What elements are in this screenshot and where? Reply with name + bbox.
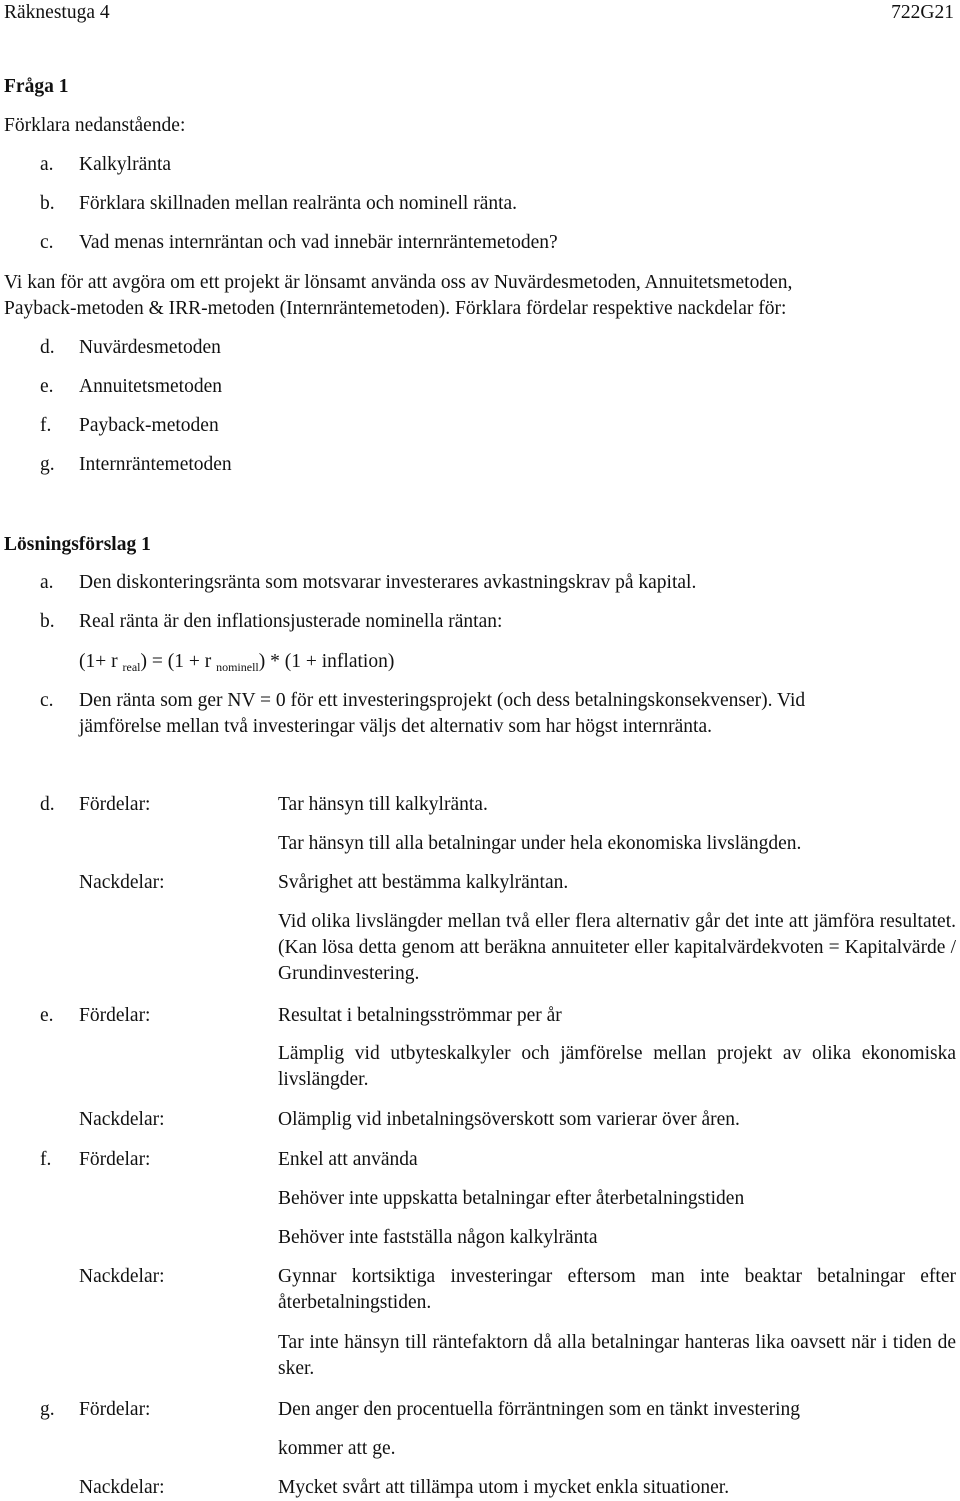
- cons-item: Olämplig vid inbetalningsöverskott som varierar över åren.: [278, 1109, 740, 1130]
- question-item-letter: b.: [40, 193, 55, 214]
- pros-item: Enkel att använda: [278, 1149, 418, 1170]
- method-letter: e.: [40, 376, 54, 397]
- question-paragraph-line: Payback-metoden & IRR-metoden (Internräntemetoden). Förklara fördelar respektive nackdelar för:: [4, 298, 787, 319]
- question-title: Fråga 1: [4, 76, 69, 97]
- cons-label: Nackdelar:: [79, 872, 165, 893]
- solution-b-letter: b.: [40, 611, 55, 632]
- method-text: Internräntemetoden: [79, 454, 232, 475]
- pros-item: Lämplig vid utbyteskalkyler och jämförelse mellan projekt av olika ekonomiska livslängder.: [278, 1043, 956, 1090]
- formula-part: (1+ r: [79, 651, 123, 672]
- cons-label: Nackdelar:: [79, 1109, 165, 1130]
- pros-item: Resultat i betalningsströmmar per år: [278, 1005, 562, 1026]
- cons-item: Mycket svårt att tillämpa utom i mycket enkla situationer.: [278, 1477, 730, 1498]
- method-letter: f.: [40, 415, 52, 436]
- pros-label: Fördelar:: [79, 794, 151, 815]
- formula-part: ) * (1 + inflation): [258, 651, 395, 672]
- cons-item: Tar inte hänsyn till räntefaktorn då alla betalningar hanteras lika oavsett när i tiden de sker.: [278, 1332, 956, 1379]
- formula-subscript: nominell: [216, 660, 259, 674]
- pros-item: Behöver inte fastställa någon kalkylränta: [278, 1227, 598, 1248]
- question-item-text: Kalkylränta: [79, 154, 172, 175]
- solution-f-letter: f.: [40, 1149, 52, 1170]
- question-item-text: Vad menas internräntan och vad innebär internräntemetoden?: [79, 232, 558, 253]
- solution-c-line: Den ränta som ger NV = 0 för ett investeringsprojekt (och dess betalningskonsekvenser). Vid: [79, 690, 806, 711]
- question-item-letter: c.: [40, 232, 54, 253]
- solution-title: Lösningsförslag 1: [4, 534, 151, 555]
- solution-a-text: Den diskonteringsränta som motsvarar investerares avkastningskrav på kapital.: [79, 572, 697, 593]
- cons-item: Gynnar kortsiktiga investeringar eftersom man inte beaktar betalningar efter återbetalningstiden.: [278, 1266, 956, 1313]
- question-intro: Förklara nedanstående:: [4, 115, 186, 136]
- formula: [79, 649, 394, 675]
- pros-label: Fördelar:: [79, 1399, 151, 1420]
- solution-e-letter: e.: [40, 1005, 54, 1026]
- method-text: Nuvärdesmetoden: [79, 337, 221, 358]
- pros-item: Behöver inte uppskatta betalningar efter återbetalningstiden: [278, 1188, 745, 1209]
- question-item-text: Förklara skillnaden mellan realränta och nominell ränta.: [79, 193, 518, 214]
- solution-g-letter: g.: [40, 1399, 55, 1420]
- solution-b-text: Real ränta är den inflationsjusterade nominella räntan:: [79, 611, 503, 632]
- formula-subscript: real: [122, 660, 141, 674]
- header-right: 722G21: [891, 2, 954, 23]
- solution-c-line: jämförelse mellan två investeringar väljs det alternativ som har högst internränta.: [79, 716, 712, 737]
- solution-d-letter: d.: [40, 794, 55, 815]
- pros-label: Fördelar:: [79, 1149, 151, 1170]
- pros-item: Tar hänsyn till alla betalningar under hela ekonomiska livslängden.: [278, 833, 802, 854]
- method-text: Payback-metoden: [79, 415, 219, 436]
- method-letter: d.: [40, 337, 55, 358]
- solution-a-letter: a.: [40, 572, 54, 593]
- method-letter: g.: [40, 454, 55, 475]
- pros-item: Tar hänsyn till kalkylränta.: [278, 794, 488, 815]
- cons-item: Vid olika livslängder mellan två eller flera alternativ går det inte att jämföra resultatet. (Kan lösa detta genom att beräkna annuiteter eller kapitalvärdekvoten = Kapitalvärde / Grundinvestering.: [278, 911, 956, 984]
- solution-c-letter: c.: [40, 690, 54, 711]
- pros-item: Den anger den procentuella förräntningen som en tänkt investering: [278, 1399, 800, 1420]
- header-left: Räknestuga 4: [4, 2, 110, 23]
- question-paragraph-line: Vi kan för att avgöra om ett projekt är lönsamt använda oss av Nuvärdesmetoden, Annuitetsmetoden,: [4, 272, 793, 293]
- formula-part: ) = (1 + r: [140, 651, 217, 672]
- cons-item: Svårighet att bestämma kalkylräntan.: [278, 872, 569, 893]
- method-text: Annuitetsmetoden: [79, 376, 222, 397]
- question-item-letter: a.: [40, 154, 54, 175]
- cons-label: Nackdelar:: [79, 1266, 165, 1287]
- cons-label: Nackdelar:: [79, 1477, 165, 1498]
- pros-label: Fördelar:: [79, 1005, 151, 1026]
- pros-item: kommer att ge.: [278, 1438, 396, 1459]
